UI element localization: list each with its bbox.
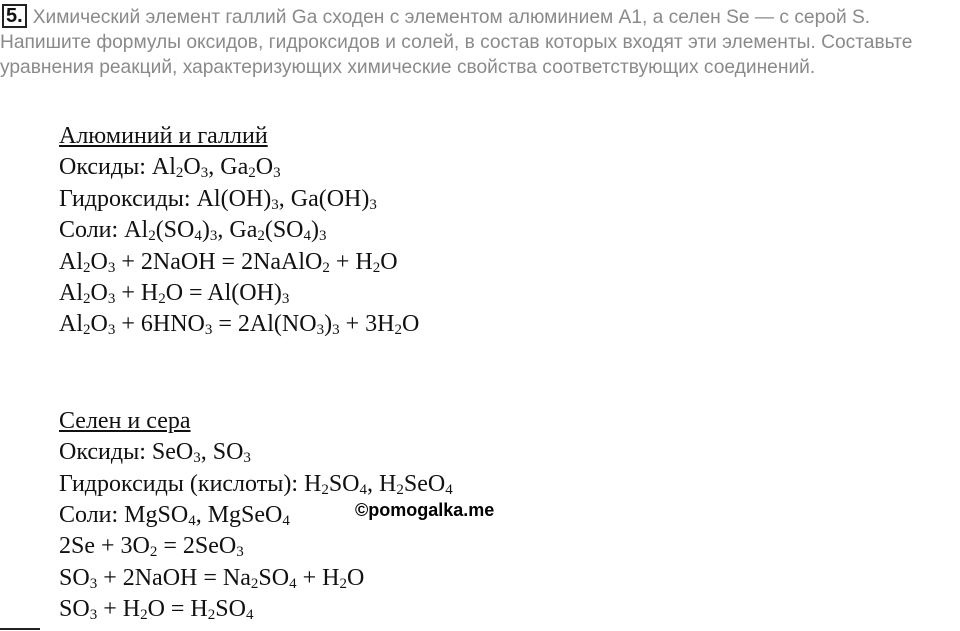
section-selenium-sulfur-lines xyxy=(59,437,939,625)
selenium-sulfur-line-2: Гидроксиды (кислоты): $H_2SO_4$, $H_2SeO_4$ xyxy=(59,470,453,498)
cut-off-line xyxy=(0,628,40,630)
aluminium-gallium-line-1: Оксиды: $Al_2O_3$, $Ga_2O_3$ xyxy=(59,154,281,182)
aluminium-gallium-line-6: $Al_2O_3 + 6HNO_3 = 2Al(NO_3)_3 + 3H_2O$ xyxy=(59,311,420,339)
answer-block xyxy=(59,121,939,626)
selenium-sulfur-line-4: $2Se + 3O_2 = 2SeO_3$ xyxy=(59,533,244,561)
aluminium-gallium-line-3: Соли: $Al_2(SO_4)_3$, $Ga_2(SO_4)_3$ xyxy=(59,217,327,245)
selenium-sulfur-line-3: Соли: MgSO$_4$, MgSeO$_4$ xyxy=(59,502,290,530)
section-heading-aluminium-gallium: Алюминий и галлий xyxy=(59,123,268,149)
task-number: 5. xyxy=(2,4,27,28)
selenium-sulfur-line-5: $SO_3$ + 2NaOH = $Na_2SO_4 + H_2O$ xyxy=(59,564,365,592)
aluminium-gallium-line-2: Гидроксиды: $Al(OH)_3$, $Ga(OH)_3$ xyxy=(59,185,377,213)
watermark: ©pomogalka.me xyxy=(355,500,495,520)
section-heading-selenium-sulfur: Селен и сера xyxy=(59,407,191,434)
task-text: Химический элемент галлий Ga сходен с элементом алюминием А1, а селен Se — с серой S. Напишите формулы оксидов, гидроксидов и солей, в состав которых входят эти элементы. Составьте уравнения реакций, характеризующих химические свойства соответствующих соединений. xyxy=(0,7,913,78)
task-statement xyxy=(0,4,958,80)
selenium-sulfur-line-1: Оксиды: SeO$_3$, $SO_3$ xyxy=(59,439,251,467)
section-aluminium-gallium-lines xyxy=(59,152,939,340)
selenium-sulfur-line-6: $SO_3 + H_2O = H_2SO_4$ xyxy=(59,596,254,624)
section-gap xyxy=(59,341,939,406)
aluminium-gallium-line-4: $Al_2O_3$ + 2NaOH = 2NaAlO$_2$ + $H_2O$ xyxy=(59,248,398,276)
aluminium-gallium-line-5: $Al_2O_3 + H_2O = Al(OH)_3$ xyxy=(59,280,290,308)
